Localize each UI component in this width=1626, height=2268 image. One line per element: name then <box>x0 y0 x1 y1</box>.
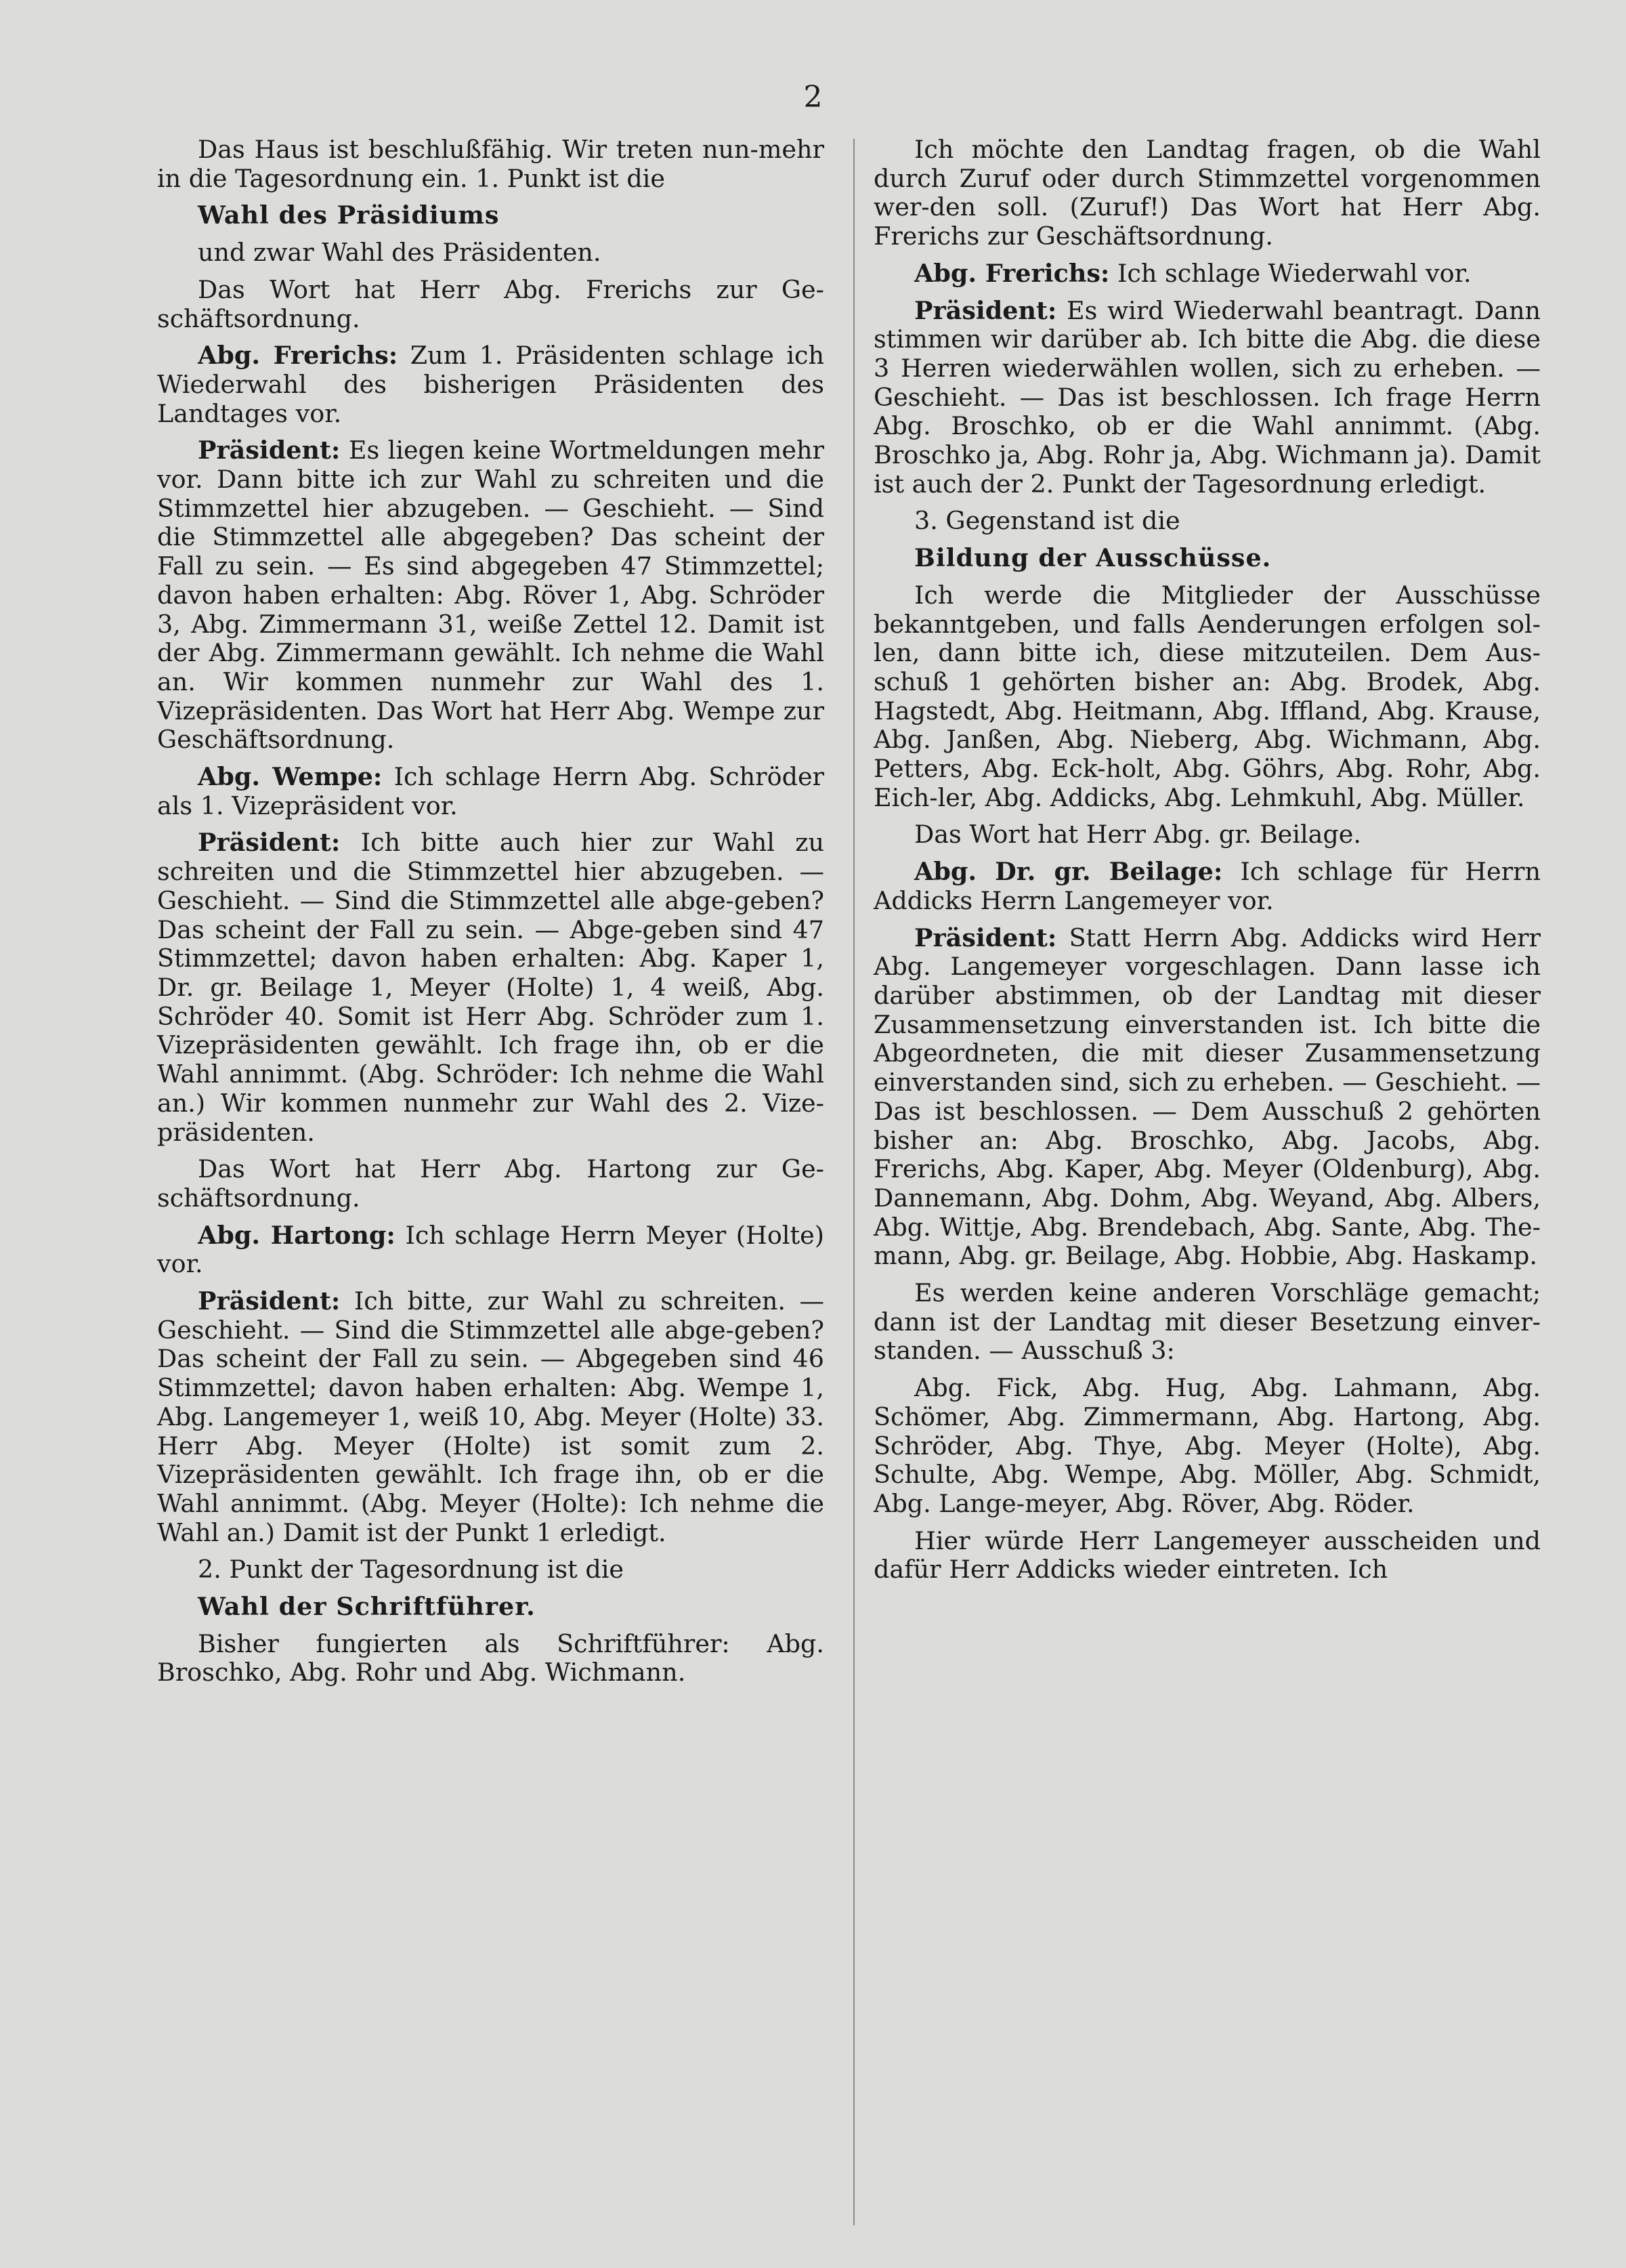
paragraph <box>157 276 824 333</box>
speaker-label: Abg. Wempe: <box>198 762 383 792</box>
paragraph <box>874 924 1541 1271</box>
paragraph-text: Das Wort hat Herr Abg. Frerichs zur Ge-schäftsordnung. <box>157 274 824 333</box>
paragraph <box>157 341 824 428</box>
paragraph-text: Statt Herrn Abg. Addicks wird Herr Abg. Langemeyer vorgeschlagen. Dann lasse ich darüber abstimmen, ob der Landtag mit dieser Zusammensetzung einverstanden ist. Ich bitte die Abgeordneten, die mit dieser Zusammensetzung einverstanden sind, sich zu erheben. — Geschieht. — Das ist beschlossen. — Dem Ausschuß 2 gehörten bisher an: Abg. Broschko, Abg. Jacobs, Abg. Frerichs, Abg. Kaper, Abg. Meyer (Oldenburg), Abg. Dannemann, Abg. Dohm, Abg. Weyand, Abg. Albers, Abg. Wittje, Abg. Brendebach, Abg. Sante, Abg. The-mann, Abg. gr. Beilage, Abg. Hobbie, Abg. Haskamp. <box>874 923 1541 1271</box>
speaker-label: Präsident: <box>914 923 1057 952</box>
paragraph-text: Ich möchte den Landtag fragen, ob die Wahl durch Zuruf oder durch Stimmzettel vorgenommen wer-den soll. (Zuruf!) Das Wort hat Herr Abg. Frerichs zur Geschäftsordnung. <box>874 135 1541 251</box>
paragraph <box>874 1374 1541 1519</box>
paragraph <box>874 820 1541 849</box>
paragraph <box>157 1287 824 1547</box>
speaker-label: Abg. Hartong: <box>198 1220 395 1250</box>
page-number: 2 <box>803 80 823 114</box>
paragraph-text: Zum 1. Präsidenten schlage ich Wiederwahl des bisherigen Präsidenten des Landtages vor. <box>157 341 824 428</box>
paragraph-text: Ich schlage für Herrn Addicks Herrn Langemeyer vor. <box>874 857 1541 915</box>
paragraph-text: Ich bitte, zur Wahl zu schreiten. — Geschieht. — Sind die Stimmzettel alle abge-geben? Das scheint der Fall zu sein. — Abgegeben sind 46 Stimmzettel; davon haben erhalten: Abg. Wempe 1, Abg. Langemeyer 1, weiß 10, Abg. Meyer (Holte) 33. Herr Abg. Meyer (Holte) ist somit zum 2. Vizepräsidenten gewählt. Ich frage ihn, ob er die Wahl annimmt. (Abg. Meyer (Holte): Ich nehme die Wahl an.) Damit ist der Punkt 1 erledigt. <box>157 1286 824 1547</box>
section-heading: Bildung der Ausschüsse. <box>914 543 1272 573</box>
speaker-label: Abg. Frerichs: <box>198 341 398 371</box>
paragraph <box>157 1555 824 1584</box>
paragraph-text: Ich schlage Herrn Meyer (Holte) vor. <box>157 1220 824 1279</box>
speaker-label: Präsident: <box>198 828 341 858</box>
column-divider <box>853 139 855 2225</box>
paragraph <box>874 135 1541 251</box>
paragraph-text: Es werden keine anderen Vorschläge gemacht; dann ist der Landtag mit dieser Besetzung einver-standen. — Ausschuß 3: <box>874 1278 1541 1366</box>
paragraph-text: Ich bitte auch hier zur Wahl zu schreiten und die Stimmzettel hier abzugeben. — Geschieht. — Sind die Stimmzettel alle abge-geben? Das scheint der Fall zu sein. — Abge-geben sind 47 Stimmzettel; davon haben erhalten: Abg. Kaper 1, Dr. gr. Beilage 1, Meyer (Holte) 1, 4 weiß, Abg. Schröder 40. Somit ist Herr Abg. Schröder zum 1. Vizepräsidenten gewählt. Ich frage ihn, ob er die Wahl annimmt. (Abg. Schröder: Ich nehme die Wahl an.) Wir kommen nunmehr zur Wahl des 2. Vize-präsidenten. <box>157 828 824 1147</box>
paragraph <box>157 436 824 755</box>
paragraph-text: Abg. Fick, Abg. Hug, Abg. Lahmann, Abg. Schömer, Abg. Zimmermann, Abg. Hartong, Abg. Schröder, Abg. Thye, Abg. Meyer (Holte), Abg. Schulte, Abg. Wempe, Abg. Möller, Abg. Schmidt, Abg. Lange-meyer, Abg. Röver, Abg. Röder. <box>874 1373 1541 1518</box>
paragraph <box>874 1527 1541 1584</box>
paragraph <box>157 1155 824 1213</box>
section-heading: Wahl der Schriftführer. <box>198 1592 536 1622</box>
speaker-label: Präsident: <box>198 436 341 465</box>
paragraph <box>157 763 824 820</box>
speaker-label: Abg. Dr. gr. Beilage: <box>914 857 1223 887</box>
section-heading: Wahl des Präsidiums <box>198 201 500 230</box>
paragraph-text: Es liegen keine Wortmeldungen mehr vor. Dann bitte ich zur Wahl zu schreiten und die Stimmzettel hier abzugeben. — Geschieht. — Sind die Stimmzettel alle abgegeben? Das scheint der Fall zu sein. — Es sind abgegeben 47 Stimmzettel; davon haben erhalten: Abg. Röver 1, Abg. Schröder 3, Abg. Zimmermann 31, weiße Zettel 12. Damit ist der Abg. Zimmermann gewählt. Ich nehme die Wahl an. Wir kommen nunmehr zur Wahl des 1. Vizepräsidenten. Das Wort hat Herr Abg. Wempe zur Geschäftsordnung. <box>157 436 824 755</box>
speaker-label: Präsident: <box>914 295 1057 325</box>
paragraph-text: 2. Punkt der Tagesordnung ist die <box>198 1555 624 1584</box>
paragraph <box>157 1630 824 1687</box>
paragraph <box>874 581 1541 813</box>
paragraph <box>157 135 824 193</box>
paragraph <box>157 1221 824 1279</box>
paragraph <box>157 828 824 1147</box>
paragraph-text: Ich schlage Wiederwahl vor. <box>1117 258 1472 288</box>
paragraph-text: Hier würde Herr Langemeyer ausscheiden und dafür Herr Addicks wieder eintreten. Ich <box>874 1526 1541 1584</box>
paragraph <box>157 238 824 268</box>
paragraph-text: 3. Gegenstand ist die <box>914 506 1180 536</box>
paragraph <box>874 507 1541 536</box>
paragraph-text: Das Haus ist beschlußfähig. Wir treten nun-mehr in die Tagesordnung ein. 1. Punkt ist die <box>157 135 824 193</box>
paragraph-text: Es wird Wiederwahl beantragt. Dann stimmen wir darüber ab. Ich bitte die Abg. die diese 3 Herren wiederwählen wollen, sich zu erheben. — Geschieht. — Das ist beschlossen. Ich frage Herrn Abg. Broschko, ob er die Wahl annimmt. (Abg. Broschko ja, Abg. Rohr ja, Abg. Wichmann ja). Damit ist auch der 2. Punkt der Tagesordnung erledigt. <box>874 295 1541 499</box>
paragraph <box>874 297 1541 499</box>
speaker-label: Abg. Frerichs: <box>914 258 1110 288</box>
paragraph-text: und zwar Wahl des Präsidenten. <box>198 238 601 268</box>
speaker-label: Präsident: <box>198 1286 341 1316</box>
paragraph-text: Das Wort hat Herr Abg. gr. Beilage. <box>914 820 1361 849</box>
paragraph-text: Das Wort hat Herr Abg. Hartong zur Ge-schäftsordnung. <box>157 1154 824 1213</box>
paragraph <box>874 858 1541 915</box>
paragraph-text: Ich werde die Mitglieder der Ausschüsse bekanntgeben, und falls Aenderungen erfolgen sol-len, dann bitte ich, diese mitzuteilen. Dem Aus-schuß 1 gehörten bisher an: Abg. Brodek, Abg. Hagstedt, Abg. Heitmann, Abg. Iffland, Abg. Krause, Abg. Janßen, Abg. Nieberg, Abg. Wichmann, Abg. Petters, Abg. Eck-holt, Abg. Göhrs, Abg. Rohr, Abg. Eich-ler, Abg. Addicks, Abg. Lehmkuhl, Abg. Müller. <box>874 580 1541 812</box>
right-column <box>874 135 1541 1593</box>
paragraph <box>874 1279 1541 1366</box>
paragraph <box>874 259 1541 289</box>
paragraph-text: Ich schlage Herrn Abg. Schröder als 1. Vizepräsident vor. <box>157 762 824 820</box>
paragraph-text: Bisher fungierten als Schriftführer: Abg. Broschko, Abg. Rohr und Abg. Wichmann. <box>157 1629 824 1687</box>
left-column <box>157 135 824 1696</box>
